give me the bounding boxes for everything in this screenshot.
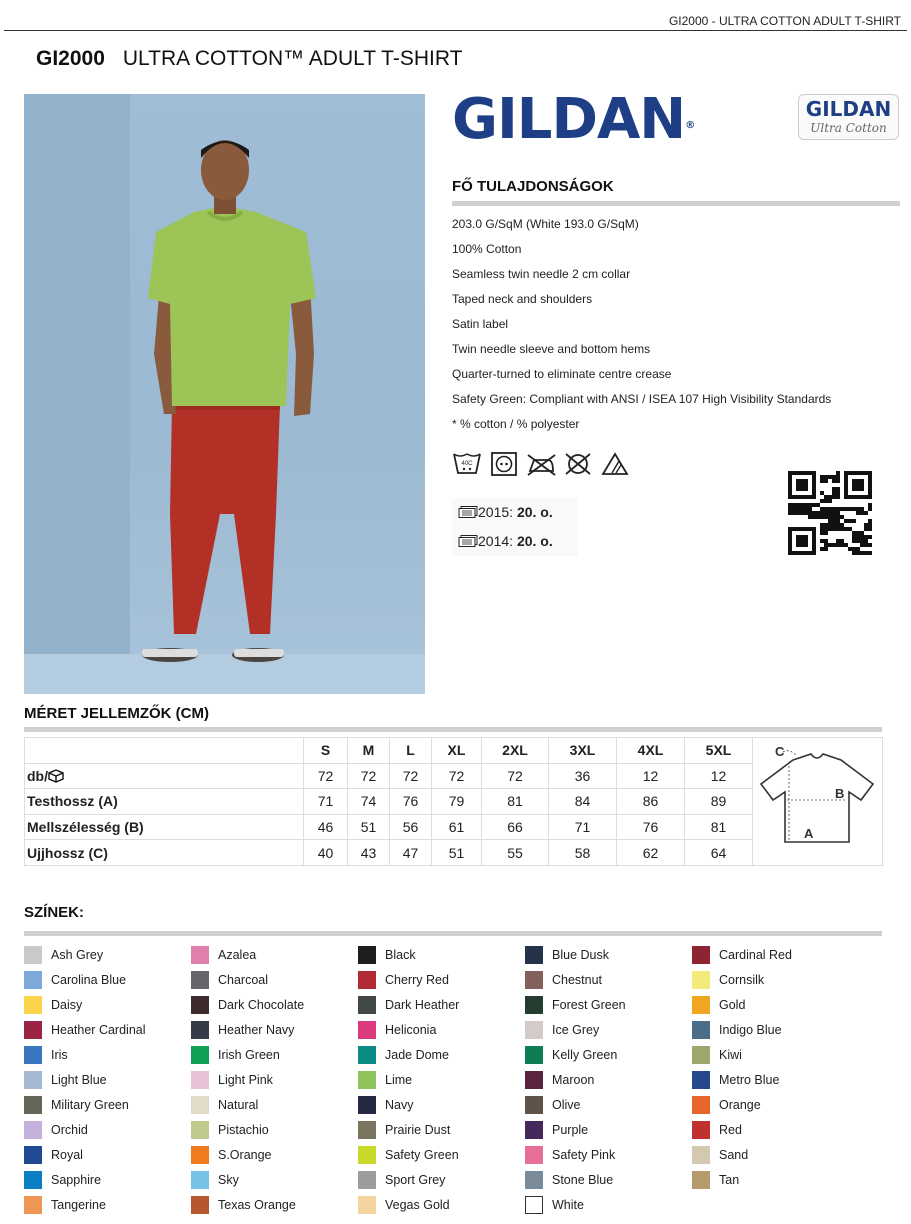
color-item — [692, 1042, 852, 1067]
row-label-sleeve: Ujjhossz (C) — [25, 840, 304, 866]
qr-code-icon — [788, 471, 872, 555]
color-name: Kelly Green — [552, 1047, 618, 1062]
size-value: 61 — [432, 814, 482, 840]
color-swatch — [191, 971, 209, 989]
color-swatch — [191, 1096, 209, 1114]
color-name: Light Pink — [218, 1072, 273, 1087]
color-name: Sky — [218, 1172, 239, 1187]
color-item — [24, 1067, 184, 1092]
color-name: Dark Heather — [385, 997, 460, 1012]
color-name: Chestnut — [552, 972, 603, 987]
color-swatch — [24, 1171, 42, 1189]
size-value: 12 — [685, 763, 753, 789]
color-item — [191, 992, 351, 1017]
size-value: 12 — [617, 763, 685, 789]
feature-item: 100% Cotton — [452, 242, 522, 256]
colors-title: SZÍNEK: — [24, 904, 84, 921]
color-item — [692, 992, 852, 1017]
color-name: Dark Chocolate — [218, 997, 305, 1012]
color-swatch — [525, 1021, 543, 1039]
color-swatch — [191, 1021, 209, 1039]
box-icon — [48, 769, 64, 783]
color-item — [191, 942, 351, 967]
tumble-dry-icon — [489, 451, 519, 477]
size-value: 76 — [390, 789, 432, 815]
color-item — [24, 992, 184, 1017]
features-divider — [452, 201, 900, 206]
feature-item: Twin needle sleeve and bottom hems — [452, 342, 651, 356]
color-swatch — [692, 1146, 710, 1164]
document-header — [0, 0, 911, 32]
color-swatch — [191, 1071, 209, 1089]
color-swatch — [358, 1121, 376, 1139]
color-name: Tangerine — [51, 1197, 106, 1212]
size-value: 36 — [549, 763, 617, 789]
size-value: 71 — [549, 814, 617, 840]
color-name: Sport Grey — [385, 1172, 446, 1187]
color-item — [191, 1117, 351, 1142]
product-name: ULTRA COTTON™ ADULT T-SHIRT — [122, 47, 463, 70]
header-divider — [4, 30, 907, 31]
color-name: Orange — [719, 1097, 761, 1112]
color-name: Jade Dome — [385, 1047, 449, 1062]
color-item — [24, 1117, 184, 1142]
color-name: Ice Grey — [552, 1022, 600, 1037]
catalog-row — [452, 527, 578, 556]
color-swatch — [24, 1196, 42, 1214]
size-header-row — [25, 738, 883, 764]
color-swatch — [24, 1121, 42, 1139]
size-value: 72 — [348, 763, 390, 789]
color-item — [692, 1017, 852, 1042]
color-item — [24, 1017, 184, 1042]
color-name: Vegas Gold — [385, 1197, 450, 1212]
color-column — [24, 942, 184, 1217]
row-label-length: Testhossz (A) — [25, 789, 304, 815]
size-value: 72 — [304, 763, 348, 789]
row-label-pack — [25, 763, 304, 789]
size-value: 89 — [685, 789, 753, 815]
size-value: 58 — [549, 840, 617, 866]
catalog-separator: : — [509, 533, 517, 549]
color-swatch — [692, 996, 710, 1014]
size-table-divider — [24, 727, 882, 732]
feature-item: Seamless twin needle 2 cm collar — [452, 267, 631, 281]
catalog-row — [452, 498, 578, 527]
catalog-references — [452, 498, 578, 556]
product-photo — [24, 94, 425, 694]
color-swatch — [525, 1171, 543, 1189]
color-name: Kiwi — [719, 1047, 742, 1062]
color-name: Cardinal Red — [719, 947, 792, 962]
bleach-icon — [600, 451, 630, 477]
color-item — [358, 1092, 518, 1117]
size-value: 72 — [432, 763, 482, 789]
color-name: Heather Navy — [218, 1022, 295, 1037]
no-iron-icon — [526, 451, 556, 477]
color-swatch — [692, 946, 710, 964]
color-swatch — [358, 1196, 376, 1214]
color-item — [692, 967, 852, 992]
model-figure — [24, 94, 425, 694]
color-item — [358, 1042, 518, 1067]
feature-item: Satin label — [452, 317, 509, 331]
color-item — [358, 942, 518, 967]
ultra-cotton-badge — [798, 94, 899, 140]
color-name: Orchid — [51, 1122, 88, 1137]
color-item — [358, 1067, 518, 1092]
color-column — [692, 942, 852, 1192]
color-swatch — [24, 1096, 42, 1114]
size-value: 51 — [432, 840, 482, 866]
color-name: Natural — [218, 1097, 259, 1112]
color-name: Navy — [385, 1097, 414, 1112]
color-swatch — [191, 1121, 209, 1139]
size-value: 55 — [482, 840, 549, 866]
size-header: L — [390, 738, 432, 764]
color-swatch — [692, 1171, 710, 1189]
wash-temp-label: 40C — [461, 461, 473, 467]
color-name: Lime — [385, 1072, 413, 1087]
color-name: White — [552, 1197, 584, 1212]
size-value: 62 — [617, 840, 685, 866]
color-item — [525, 1117, 685, 1142]
size-value: 47 — [390, 840, 432, 866]
color-name: Heather Cardinal — [51, 1022, 146, 1037]
color-name: Texas Orange — [218, 1197, 296, 1212]
color-swatch — [692, 1121, 710, 1139]
color-swatch — [24, 946, 42, 964]
color-swatch — [525, 1096, 543, 1114]
catalog-page: 20. o. — [516, 504, 553, 520]
color-item — [358, 967, 518, 992]
color-item — [191, 1092, 351, 1117]
size-value: 64 — [685, 840, 753, 866]
color-item — [24, 1142, 184, 1167]
size-header: XL — [432, 738, 482, 764]
color-swatch — [525, 1121, 543, 1139]
size-value: 40 — [304, 840, 348, 866]
size-header: 5XL — [685, 738, 753, 764]
color-swatch — [191, 946, 209, 964]
color-swatch — [191, 1046, 209, 1064]
diagram-label-c: C — [775, 744, 785, 759]
color-swatch — [525, 1146, 543, 1164]
color-swatch — [358, 996, 376, 1014]
color-swatch — [24, 996, 42, 1014]
color-swatch — [692, 1046, 710, 1064]
size-header: S — [304, 738, 348, 764]
brand-logo — [452, 87, 695, 152]
feature-item: 203.0 G/SqM (White 193.0 G/SqM) — [452, 217, 639, 231]
color-item — [191, 1067, 351, 1092]
color-item — [525, 942, 685, 967]
product-title — [36, 47, 462, 71]
color-swatch — [358, 1046, 376, 1064]
color-item — [24, 1192, 184, 1217]
color-swatch — [692, 971, 710, 989]
color-name: Metro Blue — [719, 1072, 780, 1087]
color-swatch — [191, 1196, 209, 1214]
color-swatch — [358, 1171, 376, 1189]
color-name: Stone Blue — [552, 1172, 614, 1187]
tshirt-diagram-cell — [753, 738, 883, 866]
color-item — [525, 1017, 685, 1042]
color-swatch — [191, 1146, 209, 1164]
catalog-year: 2015 — [478, 504, 510, 520]
color-swatch — [525, 1071, 543, 1089]
size-header-empty — [25, 738, 304, 764]
color-item — [358, 1167, 518, 1192]
size-header: M — [348, 738, 390, 764]
color-name: Indigo Blue — [719, 1022, 782, 1037]
color-item — [692, 1067, 852, 1092]
size-value: 71 — [304, 789, 348, 815]
color-name: Military Green — [51, 1097, 129, 1112]
size-value: 84 — [549, 789, 617, 815]
color-item — [525, 1067, 685, 1092]
catalog-book-icon — [458, 506, 478, 518]
color-swatch — [358, 1071, 376, 1089]
color-swatch — [24, 1146, 42, 1164]
color-name: Safety Green — [385, 1147, 459, 1162]
color-item — [525, 1167, 685, 1192]
color-name: Olive — [552, 1097, 581, 1112]
color-name: Iris — [51, 1047, 68, 1062]
color-item — [358, 1142, 518, 1167]
color-name: Carolina Blue — [51, 972, 127, 987]
size-header: 3XL — [549, 738, 617, 764]
size-value: 46 — [304, 814, 348, 840]
color-swatch — [191, 1171, 209, 1189]
brand-logo-text: GILDAN — [452, 87, 686, 152]
color-item — [692, 942, 852, 967]
color-column — [525, 942, 685, 1217]
color-swatch — [24, 971, 42, 989]
no-dry-clean-icon — [563, 451, 593, 477]
color-name: Tan — [719, 1172, 740, 1187]
size-value: 81 — [685, 814, 753, 840]
color-swatch — [525, 946, 543, 964]
color-item — [191, 1192, 351, 1217]
size-header: 4XL — [617, 738, 685, 764]
color-swatch — [692, 1071, 710, 1089]
color-swatch — [692, 1096, 710, 1114]
color-item — [692, 1117, 852, 1142]
color-name: Cherry Red — [385, 972, 449, 987]
color-swatch — [358, 946, 376, 964]
catalog-separator: : — [509, 504, 517, 520]
size-value: 74 — [348, 789, 390, 815]
color-item — [191, 1042, 351, 1067]
color-column — [358, 942, 518, 1217]
badge-brand: GILDAN — [805, 97, 892, 121]
size-value: 86 — [617, 789, 685, 815]
row-label-text: db/ — [27, 767, 48, 784]
size-value: 56 — [390, 814, 432, 840]
row-label-chest: Mellszélesség (B) — [25, 814, 304, 840]
color-name: Prairie Dust — [385, 1122, 451, 1137]
color-item — [24, 1042, 184, 1067]
color-name: Purple — [552, 1122, 589, 1137]
color-item — [191, 967, 351, 992]
color-item — [525, 992, 685, 1017]
diagram-label-b: B — [835, 786, 845, 801]
size-value: 66 — [482, 814, 549, 840]
colors-divider — [24, 931, 882, 936]
size-table — [24, 737, 883, 866]
color-name: Gold — [719, 997, 746, 1012]
feature-item: * % cotton / % polyester — [452, 417, 580, 431]
feature-item: Safety Green: Compliant with ANSI / ISEA 107 High Visibility Standards — [452, 392, 832, 406]
wash-40-icon — [452, 451, 482, 477]
size-value: 72 — [482, 763, 549, 789]
size-value: 72 — [390, 763, 432, 789]
color-swatch — [525, 1196, 543, 1214]
catalog-page: 20. o. — [516, 533, 553, 549]
color-item — [24, 1167, 184, 1192]
size-value: 76 — [617, 814, 685, 840]
color-item — [358, 1117, 518, 1142]
color-swatch — [24, 1021, 42, 1039]
color-name: Charcoal — [218, 972, 269, 987]
color-name: Ash Grey — [51, 947, 104, 962]
color-item — [358, 1017, 518, 1042]
catalog-book-icon — [458, 535, 478, 547]
color-name: Forest Green — [552, 997, 626, 1012]
badge-line: Ultra Cotton — [810, 121, 887, 135]
color-item — [24, 942, 184, 967]
color-item — [692, 1167, 852, 1192]
color-item — [525, 967, 685, 992]
color-name: S.Orange — [218, 1147, 272, 1162]
color-swatch — [692, 1021, 710, 1039]
size-table-title: MÉRET JELLEMZŐK (CM) — [24, 705, 209, 722]
color-name: Daisy — [51, 997, 83, 1012]
color-item — [525, 1192, 685, 1217]
color-swatch — [525, 1046, 543, 1064]
color-swatch — [358, 971, 376, 989]
color-name: Pistachio — [218, 1122, 269, 1137]
color-name: Azalea — [218, 947, 257, 962]
features-title: FŐ TULAJDONSÁGOK — [452, 178, 614, 195]
color-name: Royal — [51, 1147, 83, 1162]
color-item — [24, 1092, 184, 1117]
color-item — [525, 1092, 685, 1117]
color-name: Blue Dusk — [552, 947, 609, 962]
color-item — [525, 1042, 685, 1067]
diagram-label-a: A — [804, 826, 814, 841]
product-code: GI2000 — [36, 47, 105, 70]
color-swatch — [525, 996, 543, 1014]
color-item — [24, 967, 184, 992]
size-value: 79 — [432, 789, 482, 815]
color-name: Sand — [719, 1147, 749, 1162]
size-value: 51 — [348, 814, 390, 840]
care-icons — [452, 451, 630, 477]
color-name: Maroon — [552, 1072, 595, 1087]
color-item — [692, 1142, 852, 1167]
color-swatch — [358, 1021, 376, 1039]
color-item — [692, 1092, 852, 1117]
color-item — [358, 992, 518, 1017]
registered-mark-icon: ® — [685, 120, 695, 131]
color-swatch — [358, 1146, 376, 1164]
feature-item: Taped neck and shoulders — [452, 292, 593, 306]
size-header: 2XL — [482, 738, 549, 764]
feature-item: Quarter-turned to eliminate centre crease — [452, 367, 672, 381]
color-name: Red — [719, 1122, 742, 1137]
document-title: GI2000 - ULTRA COTTON ADULT T-SHIRT — [668, 14, 901, 28]
color-swatch — [525, 971, 543, 989]
color-item — [191, 1142, 351, 1167]
color-item — [191, 1167, 351, 1192]
color-column — [191, 942, 351, 1217]
color-name: Black — [385, 947, 416, 962]
tshirt-measurement-diagram — [753, 738, 881, 862]
color-name: Heliconia — [385, 1022, 437, 1037]
color-swatch — [358, 1096, 376, 1114]
color-name: Sapphire — [51, 1172, 102, 1187]
color-name: Safety Pink — [552, 1147, 616, 1162]
color-swatch — [24, 1071, 42, 1089]
color-name: Cornsilk — [719, 972, 765, 987]
features-list — [452, 216, 831, 441]
color-item — [191, 1017, 351, 1042]
size-value: 81 — [482, 789, 549, 815]
color-item — [525, 1142, 685, 1167]
color-name: Light Blue — [51, 1072, 107, 1087]
color-name: Irish Green — [218, 1047, 280, 1062]
color-item — [358, 1192, 518, 1217]
color-swatch — [24, 1046, 42, 1064]
color-swatch — [191, 996, 209, 1014]
size-value: 43 — [348, 840, 390, 866]
catalog-year: 2014 — [478, 533, 510, 549]
